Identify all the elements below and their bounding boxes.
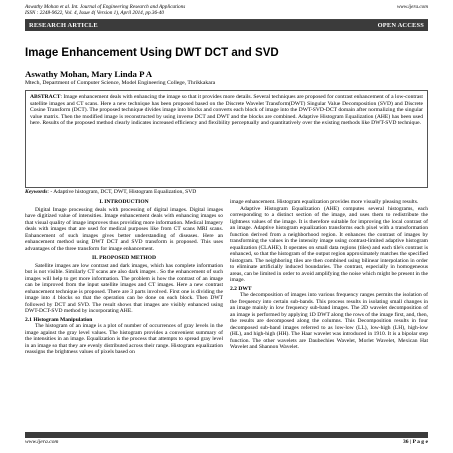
header-url[interactable]: www.ijera.com [396,4,428,10]
proposed-method-paragraph: Satellite images are low contrast and dark images, which has complete information but is not visible. Similarly CT scans are also dark images . So the enhancement of such images will help to get more information. The problem is how the contrast of an image can be improved from the input satellite images and CT images. Here a new contrast enhancement technique is proposed. There are 3 parts involved. First one is dividing the image into 4 blocks so that the operation can be done on each block. Then DWT followed by DCT and SVD. The result shows that images are visibly enhanced using DWT-DCT-SVD method by incorporating AHE. [25,262,223,314]
dwt-paragraph: The decomposition of images into various frequency ranges permits the isolation of the frequency into certain sub-bands. This process results in isolating small changes in an image mainly in low frequency sub-band images. The 2D wavelet decomposition of an image is performed by applying 1D DWT along the rows of the image first, and, then, the results are decomposed along the columns. This Decomposition results in four decomposed sub-band images referred to as low-low (LL), low-high (LH), high-low (HL), and high-high (HH). The Haar wavelet was introduced in 1910. It is a bipolar step function. The other wavelets are Daubechies Wavelet, Morlet Wavelet, Mexican Hat Wavelet and Shannon Wavelet. [230,292,428,350]
article-type-band [25,20,428,31]
subsection-dwt-heading: 2.2 DWT [230,285,252,292]
keywords-text: Adaptive histogram, DCT, DWT, Histogram Equalization, SVD [53,189,197,195]
right-column [230,199,428,425]
keywords-line: Keywords: - Adaptive histogram, DCT, DWT, Histogram Equalization, SVD [25,189,197,195]
left-column [25,199,223,425]
histogram-continuation-paragraph: image enhancement. Histogram equalization provides more visually pleasing results. [230,199,419,205]
page-number: 36 | P a g e [402,439,428,445]
section-proposed-method-heading: II. PROPOSED METHOD [92,255,156,261]
header-citation [25,4,355,16]
research-article-label: RESEARCH ARTICLE [29,22,98,29]
author-affiliation: Mtech, Department of Computer Science, Model Engineering College, Thrikkakara [25,80,216,86]
open-access-label: OPEN ACCESS [377,22,424,29]
histogram-paragraph: The histogram of an image is a plot of number of occurrences of gray levels in the image against the gray level values. The histogram provides a convenient summary of the intensities in an image. Equalization is the process that attempts to spread gray level in an image so that they are evenly distributed across their range. Histogram equalization reassigns the brightness values of pixels based on [25,323,223,355]
abstract-label: ABSTRACT [30,94,61,100]
ahe-paragraph: Adaptive Histogram Equalization (AHE) computes several histograms, each corresponding to a distinct section of the image, and uses them to redistribute the lightness values of the image. It is therefore suitable for improving the local contrast of an image. Adaptive histogram equalization transforms each pixel with a transformation function derived from a neighborhood region. It enhances the contrast of images by transforming the values in the intensity image using contrast-limited adaptive histogram equalization (CLAHE). It operates on small data regions (tiles) and each tile's contrast is enhanced, so that the histogram of the output region approximately matches the specified histogram. The neighboring tiles are then combined using bilinear interpolation in order to eliminate artificially induced boundaries. The contrast, especially in homogeneous areas, can be limited in order to avoid amplifying the noise which might be present in the image. [230,205,428,283]
introduction-paragraph: Digital Image processing deals with processing of digital images. Digital images have digitized value of intensities. Image enhancement deals with enhancing images so that visual quality of image improves thus providing more information. Medical Imagery deals with images that are used for medical purposes like from CT scans MRI scans. Enhancement of such images gives better understanding of diseases. Here an enhancement method using DWT DCT and SVD transform is proposed. This uses advantages of the three transform for image enhancement. [25,206,223,252]
subsection-histogram-heading: 2.1 Histogram Manipulation [25,316,93,323]
footer-rule [25,432,428,438]
abstract-box: ABSTRACT: Image enhancement deals with enhancing the image so that it provides more details. Several techniques are proposed for contrast enhancement of a low-contrast satellite images and CT scans. Here a new technique has been proposed based on the Discrete Wavelet Transform(DWT) Singular Value Decomposition (SVD) and Discrete Cosine Transform (DCT). The proposed technique divides image into blocks and converts each block of image into the DWT-SVD-DCT domain after normalizing the singular value matrix. Then the modified image is reconstructed by using inverse DCT and DWT and the blocks are combined. Adaptive Histogram Equalization (AHE) has been used here. Results of the proposed method clearly indicates increased efficiency and flexibility perceptually and quantitatively over the existing methods like DWT-SVD technique. [25,90,428,188]
paper-authors: Aswathy Mohan, Mary Linda P A [25,69,153,79]
section-introduction-heading: I. INTRODUCTION [99,199,149,205]
header-issn: ISSN : 2248-9622, Vol. 4, Issue 4( Version 1), April 2014, pp.36-40 [25,10,164,17]
header-citation-text: Aswathy Mohan et al. Int. Journal of Engineering Research and Applications [25,4,186,10]
paper-title: Image Enhancement Using DWT DCT and SVD [25,47,279,59]
footer-url[interactable]: www.ijera.com [25,439,59,445]
abstract-text: Image enhancement deals with enhancing the image so that it provides more details. Several techniques are proposed for contrast enhancement of a low-contrast satellite images and CT scans. Here a new technique has been proposed based on the Discrete Wavelet Transform(DWT) Singular Value Decomposition (SVD) and Discrete Cosine Transform (DCT). The proposed technique divides image into blocks and converts each block of image into the DWT-SVD-DCT domain after normalizing the singular value matrix. Then the modified image is reconstructed by using inverse DCT and DWT and the blocks are combined. Adaptive Histogram Equalization (AHE) has been used here. Results of the proposed method clearly indicates increased efficiency and flexibility perceptually and quantitatively over the existing methods like DWT-SVD technique. [30,94,423,127]
keywords-label: Keywords [25,189,48,195]
